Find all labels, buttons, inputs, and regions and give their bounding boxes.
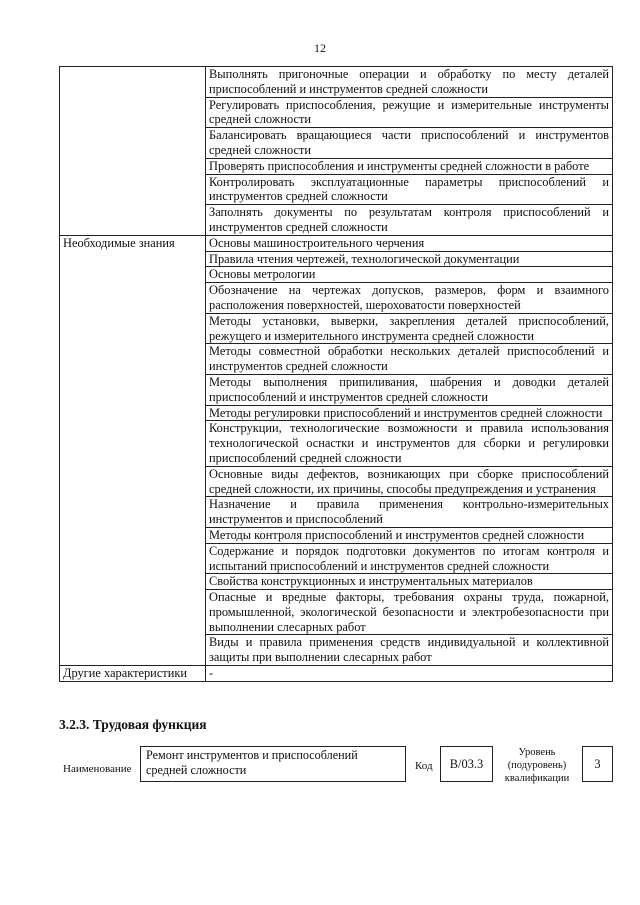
- row-label: Другие характеристики: [60, 666, 206, 682]
- table-cell: Опасные и вредные факторы, требования охраны труда, пожарной, промышленной, экологической безопасности и электробезопасности при выполнении слесарных работ: [206, 590, 613, 635]
- table-row: [60, 666, 613, 682]
- table-cell: Заполнять документы по результатам контроля приспособлений и инструментов средней сложности: [206, 205, 613, 236]
- table-cell: Проверять приспособления и инструменты средней сложности в работе: [206, 158, 613, 174]
- table-cell: Обозначение на чертежах допусков, размеров, форм и взаимного расположения поверхностей, шероховатости поверхностей: [206, 283, 613, 314]
- level-label: Уровень (подуровень) квалификации: [504, 747, 570, 784]
- table-cell: Выполнять пригоночные операции и обработку по месту деталей приспособлений и инструментов средней сложности: [206, 67, 613, 98]
- requirements-table: [59, 66, 613, 682]
- level-value-box: 3: [582, 746, 613, 782]
- row-label: [60, 67, 206, 236]
- table-cell: Методы контроля приспособлений и инструментов средней сложности: [206, 527, 613, 543]
- table-cell: Методы совместной обработки нескольких деталей приспособлений и инструментов средней сложности: [206, 344, 613, 375]
- code-label: Код: [415, 760, 433, 772]
- table-cell: Содержание и порядок подготовки документов по итогам контроля и испытаний приспособлений и инструментов средней сложности: [206, 543, 613, 574]
- table-cell: Основные виды дефектов, возникающих при сборке приспособлений средней сложности, их причины, способы предупреждения и устранения: [206, 466, 613, 497]
- table-cell: Балансировать вращающиеся части приспособлений и инструментов средней сложности: [206, 128, 613, 159]
- name-label: Наименование: [63, 763, 132, 775]
- table-cell: Виды и правила применения средств индивидуальной и коллективной защиты при выполнении слесарных работ: [206, 635, 613, 666]
- section-title: 3.2.3. Трудовая функция: [59, 717, 207, 732]
- labor-function-block: [59, 746, 619, 796]
- table-cell: Правила чтения чертежей, технологической документации: [206, 251, 613, 267]
- name-value-box: Ремонт инструментов и приспособлений средней сложности: [140, 746, 406, 782]
- page-number: 12: [314, 41, 326, 55]
- table-cell: Методы установки, выверки, закрепления деталей приспособлений, режущего и измерительного инструмента средней сложности: [206, 313, 613, 344]
- table-cell: Назначение и правила применения контрольно-измерительных инструментов и приспособлений: [206, 497, 613, 528]
- table-cell: Методы регулировки приспособлений и инструментов средней сложности: [206, 405, 613, 421]
- code-value-box: B/03.3: [440, 746, 493, 782]
- table-cell: Свойства конструкционных и инструментальных материалов: [206, 574, 613, 590]
- table-row: [60, 235, 613, 251]
- table-cell: Конструкции, технологические возможности и правила использования технологической оснастки и инструментов для сборки и регулировки приспособлений средней сложности: [206, 421, 613, 466]
- table-cell: Основы машиностроительного черчения: [206, 235, 613, 251]
- table-cell: Методы выполнения припиливания, шабрения и доводки деталей приспособлений и инструментов средней сложности: [206, 374, 613, 405]
- row-label: Необходимые знания: [60, 235, 206, 665]
- table-cell: Регулировать приспособления, режущие и измерительные инструменты средней сложности: [206, 97, 613, 128]
- table-cell: Основы метрологии: [206, 267, 613, 283]
- table-cell: -: [206, 666, 613, 682]
- table-cell: Контролировать эксплуатационные параметры приспособлений и инструментов средней сложности: [206, 174, 613, 205]
- table-row: [60, 67, 613, 98]
